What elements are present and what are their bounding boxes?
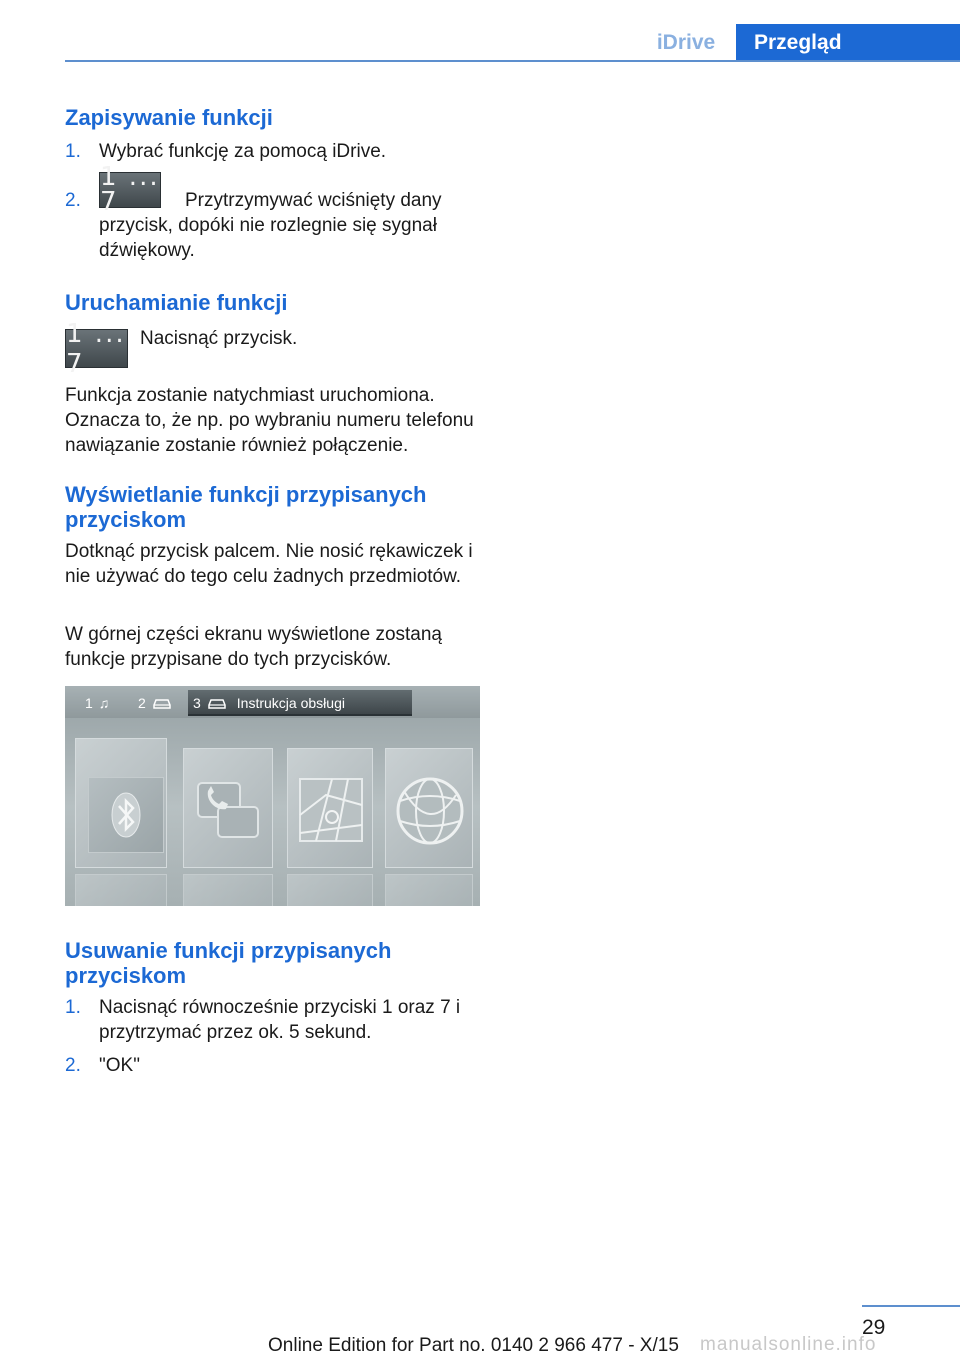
screen-tab-number: 2 [138, 695, 146, 711]
heading-display-functions: Wyświetlanie funkcji przypisanych przyciskom [65, 482, 427, 532]
header-tab-overview: Przegląd [736, 24, 960, 62]
screen-tab-label: Instrukcja obsługi [236, 695, 345, 711]
screen-tile-globe [385, 748, 473, 868]
screen-tile-row2 [385, 874, 473, 906]
favorite-key-icon: 1 ... 7 [65, 329, 128, 368]
heading-delete-functions: Usuwanie funkcji przypisanych przyciskom [65, 938, 392, 988]
step-text: Przytrzymywać wciśnięty dany przycisk, dopóki nie rozlegnie się sygnał dźwiękowy. [99, 190, 442, 261]
icon-caption: Nacisnąć przycisk. [140, 328, 298, 349]
header-tab-idrive: iDrive [656, 31, 716, 54]
screen-tab-2 [138, 692, 172, 714]
paragraph: W górnej części ekranu wyświetlone zostaną funkcje przypisane do tych przycisków. [65, 624, 443, 670]
car-icon [207, 696, 227, 710]
car-icon [152, 696, 172, 710]
music-note-icon: ♫ [98, 695, 110, 711]
screen-tab-1 [85, 692, 109, 714]
screen-tile-row2 [183, 874, 273, 906]
heading-save-function: Zapisywanie funkcji [65, 105, 273, 130]
footer-rule [862, 1305, 960, 1307]
step-number: 1. [65, 141, 81, 162]
paragraph: Funkcja zostanie natychmiast uruchomiona. Oznacza to, że np. po wybraniu numeru telefonu nawiązanie zostanie również połączenie. [65, 385, 474, 456]
map-icon [296, 775, 366, 845]
screen-tile-map [287, 748, 373, 868]
footer-watermark: manualsonline.info [700, 1334, 877, 1355]
header-rule [65, 60, 960, 62]
screen-tile-row2 [287, 874, 373, 906]
heading-run-function: Uruchamianie funkcji [65, 290, 288, 315]
step-number: 1. [65, 997, 81, 1018]
screen-tab-number: 3 [193, 695, 201, 711]
idrive-screen-image [65, 686, 480, 906]
step-text: Nacisnąć równocześnie przyciski 1 oraz 7 i przytrzymać przez ok. 5 sekund. [99, 997, 461, 1043]
bluetooth-icon [106, 790, 146, 840]
screen-tile-row2 [75, 874, 167, 906]
step-number: 2. [65, 190, 81, 211]
step-text: "OK" [99, 1055, 140, 1076]
screen-tile-bluetooth [75, 738, 167, 868]
step-text: Wybrać funkcję za pomocą iDrive. [99, 141, 387, 162]
paragraph: Dotknąć przycisk palcem. Nie nosić rękawiczek i nie używać do tego celu żadnych przedmiotów. [65, 541, 473, 587]
screen-tile-phone [183, 748, 273, 868]
favorite-key-icon: 1 ... 7 [100, 162, 160, 217]
footer-edition-text: Online Edition for Part no. 0140 2 966 477 - X/15 [268, 1335, 679, 1356]
screen-tab-number: 1 [85, 695, 93, 711]
page-number: 29 [862, 1316, 886, 1339]
phone-chat-icon [194, 777, 264, 847]
step-number: 2. [65, 1055, 81, 1076]
screen-tab-3 [193, 692, 345, 714]
globe-icon [394, 775, 466, 847]
